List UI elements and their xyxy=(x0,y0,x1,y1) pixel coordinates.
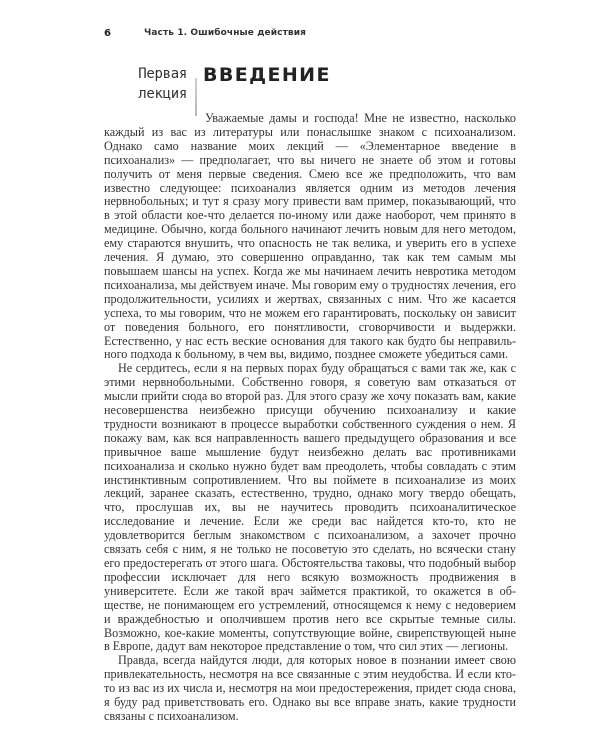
paragraph-1: Уважаемые дамы и господа! Мне не известно, насколько каждый из вас из литературы или понаслышке знаком с психоанализом. Однако само название моих лекций — «Элементарное введение в психоанализ» — предполагает, что вы ничего не знаете об этом и готовы получить от меня первые сведения. Смею все же предположить, что вам известно следующее: психоанализ является одним из методов лечения нервнобольных; и тут я сразу могу привести вам пример, показывающий, что в этой области кое-что делается по-иному или даже наоборот, чем принято в медицине. Обычно, когда больного начинают лечить новым для него методом, ему стараются внушить, что опасность не так велика, и уверить его в успехе лечения. Я думаю, это совершенно оправданно, так как тем самым мы повышаем шансы на успех. Когда же мы начинаем лечить невротика методом психоанализа, мы действуем иначе. Мы говорим ему о трудностях лечения, его продолжительности, усилиях и жертвах, связанных с ним. Что же касается успеха, то мы говорим, что не можем его гарантировать, поскольку он зависит от поведения больного, его понятливости, сговорчивости и выдержки. Естественно, у нас есть веские основания для такого как будто бы неправильного подхода к больному, в чем вы, видимо, позднее сможете убедиться сами. xyxy=(104,111,516,362)
vertical-divider xyxy=(195,78,197,116)
lecture-label xyxy=(120,64,187,104)
paragraph-3: Правда, всегда найдутся люди, для которых новое в познании имеет свою привлекательность, несмотря на все связанные с этим неудобства. И если кто-то из вас из их числа и, несмотря на мои предостережения, придет сюда снова, я буду рад приветствовать его. Однако вы все вправе знать, какие трудности связаны с психоанализом. xyxy=(104,653,516,723)
page-number: 6 xyxy=(104,28,111,39)
running-header xyxy=(104,28,524,42)
lecture-label-line1: Первая xyxy=(138,66,187,82)
paragraph-2: Не сердитесь, если я на первых порах буду обращаться с вами так же, как с этими нервнобольными. Собственно говоря, я советую вам отказаться от мысли прийти сюда во второй раз. Для этого сразу же хочу показать вам, какие несовершенства неизбежно присущи обучению психоанализу и какие трудности возникают в процессе выработки собственного суждения о нем. Я покажу вам, как вся направленность вашего предыдущего образования и все привычное ваше мышление будут неизбежно делать вас противниками психоанализа и сколько нужно будет вам преодолеть, чтобы совладать с этим инстинктивным сопротивлением. Что вы поймете в психоанализе из моих лекций, заранее сказать, естественно, трудно, однако могу твердо обещать, что, прослушав их, вы не научитесь проводить психоаналитическое исследование и лечение. Если же среди вас найдется кто-то, кто не удовлетворится беглым знакомством с психоанализом, а захочет прочно связать себя с ним, я не только не посоветую это сделать, но всячески стану его предостерегать от этого шага. Обстоятельства таковы, что подобный выбор профессии исключает для него всякую возможность продвижения в университете. Если же такой врач займется практикой, то окажется в обществе, не понимающем его устремлений, относящемся к нему с недоверием и враждебностью и ополчившем против него все скрытые темные силы. Возможно, кое-какие моменты, сопутствующие войне, свирепствующей ныне в Европе, дадут вам некоторое представление о том, что сил этих — легионы. xyxy=(104,361,516,654)
running-title: Часть 1. Ошибочные действия xyxy=(144,28,307,38)
lecture-label-line2: лекция xyxy=(138,86,187,102)
body-text xyxy=(104,112,516,724)
chapter-title: ВВЕДЕНИЕ xyxy=(203,64,331,86)
